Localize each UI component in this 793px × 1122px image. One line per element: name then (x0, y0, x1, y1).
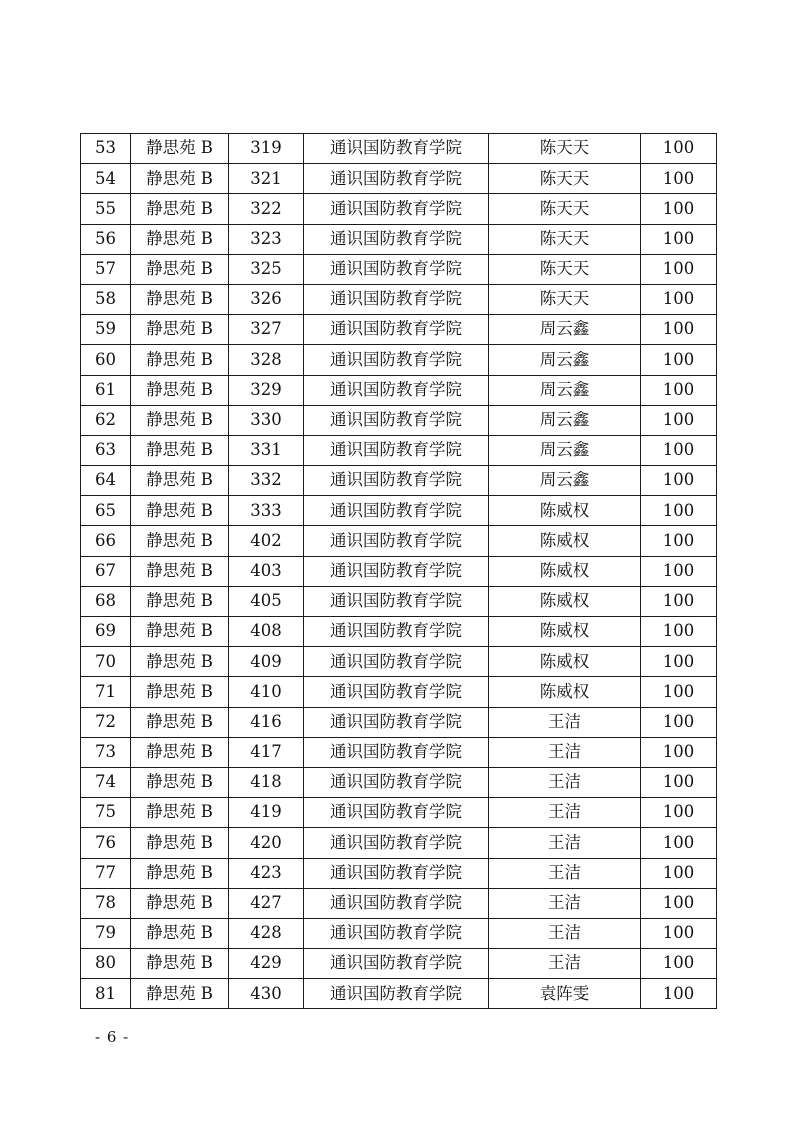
college-cell: 通识国防教育学院 (304, 526, 489, 556)
table-row (81, 767, 717, 797)
building-cell: 静思苑 B (131, 586, 229, 616)
room-number-cell: 333 (229, 496, 304, 526)
counselor-cell: 周云鑫 (489, 315, 641, 345)
counselor-cell: 王洁 (489, 828, 641, 858)
score-cell: 100 (641, 284, 717, 314)
table-row (81, 979, 717, 1009)
score-cell: 100 (641, 918, 717, 948)
building-cell: 静思苑 B (131, 496, 229, 526)
building-cell: 静思苑 B (131, 677, 229, 707)
building-cell: 静思苑 B (131, 918, 229, 948)
table-row (81, 586, 717, 616)
room-number-cell: 416 (229, 707, 304, 737)
college-cell: 通识国防教育学院 (304, 254, 489, 284)
table-row (81, 707, 717, 737)
room-number-cell: 429 (229, 949, 304, 979)
score-cell: 100 (641, 677, 717, 707)
college-cell: 通识国防教育学院 (304, 888, 489, 918)
room-number-cell: 332 (229, 466, 304, 496)
room-number-cell: 329 (229, 375, 304, 405)
table-row (81, 949, 717, 979)
building-cell: 静思苑 B (131, 134, 229, 164)
table-row (81, 556, 717, 586)
room-number-cell: 319 (229, 134, 304, 164)
table-row (81, 858, 717, 888)
building-cell: 静思苑 B (131, 828, 229, 858)
building-cell: 静思苑 B (131, 647, 229, 677)
row-index-cell: 79 (81, 918, 131, 948)
row-index-cell: 70 (81, 647, 131, 677)
building-cell: 静思苑 B (131, 345, 229, 375)
row-index-cell: 81 (81, 979, 131, 1009)
college-cell: 通识国防教育学院 (304, 767, 489, 797)
college-cell: 通识国防教育学院 (304, 315, 489, 345)
score-cell: 100 (641, 224, 717, 254)
college-cell: 通识国防教育学院 (304, 918, 489, 948)
table-row (81, 315, 717, 345)
building-cell: 静思苑 B (131, 194, 229, 224)
table-row (81, 254, 717, 284)
score-cell: 100 (641, 254, 717, 284)
counselor-cell: 王洁 (489, 949, 641, 979)
counselor-cell: 陈天天 (489, 284, 641, 314)
counselor-cell: 陈威权 (489, 647, 641, 677)
table-row (81, 828, 717, 858)
row-index-cell: 58 (81, 284, 131, 314)
score-cell: 100 (641, 707, 717, 737)
row-index-cell: 80 (81, 949, 131, 979)
counselor-cell: 周云鑫 (489, 345, 641, 375)
college-cell: 通识国防教育学院 (304, 466, 489, 496)
college-cell: 通识国防教育学院 (304, 586, 489, 616)
building-cell: 静思苑 B (131, 798, 229, 828)
counselor-cell: 陈天天 (489, 224, 641, 254)
table-row (81, 798, 717, 828)
room-number-cell: 402 (229, 526, 304, 556)
building-cell: 静思苑 B (131, 767, 229, 797)
row-index-cell: 72 (81, 707, 131, 737)
score-cell: 100 (641, 828, 717, 858)
score-cell: 100 (641, 345, 717, 375)
score-cell: 100 (641, 315, 717, 345)
counselor-cell: 陈威权 (489, 586, 641, 616)
row-index-cell: 77 (81, 858, 131, 888)
counselor-cell: 陈威权 (489, 526, 641, 556)
room-number-cell: 428 (229, 918, 304, 948)
room-number-cell: 327 (229, 315, 304, 345)
college-cell: 通识国防教育学院 (304, 405, 489, 435)
room-number-cell: 408 (229, 617, 304, 647)
row-index-cell: 56 (81, 224, 131, 254)
college-cell: 通识国防教育学院 (304, 435, 489, 465)
room-number-cell: 405 (229, 586, 304, 616)
row-index-cell: 60 (81, 345, 131, 375)
counselor-cell: 王洁 (489, 737, 641, 767)
counselor-cell: 王洁 (489, 858, 641, 888)
college-cell: 通识国防教育学院 (304, 224, 489, 254)
table-row (81, 284, 717, 314)
row-index-cell: 75 (81, 798, 131, 828)
score-cell: 100 (641, 466, 717, 496)
counselor-cell: 周云鑫 (489, 435, 641, 465)
counselor-cell: 王洁 (489, 798, 641, 828)
score-cell: 100 (641, 979, 717, 1009)
row-index-cell: 68 (81, 586, 131, 616)
room-number-cell: 325 (229, 254, 304, 284)
building-cell: 静思苑 B (131, 405, 229, 435)
room-number-cell: 430 (229, 979, 304, 1009)
building-cell: 静思苑 B (131, 284, 229, 314)
score-cell: 100 (641, 435, 717, 465)
room-number-cell: 321 (229, 164, 304, 194)
table-row (81, 647, 717, 677)
row-index-cell: 73 (81, 737, 131, 767)
room-number-cell: 326 (229, 284, 304, 314)
table-row (81, 164, 717, 194)
table-row (81, 375, 717, 405)
room-number-cell: 427 (229, 888, 304, 918)
college-cell: 通识国防教育学院 (304, 496, 489, 526)
score-cell: 100 (641, 949, 717, 979)
college-cell: 通识国防教育学院 (304, 647, 489, 677)
room-number-cell: 403 (229, 556, 304, 586)
table-row (81, 435, 717, 465)
room-number-cell: 330 (229, 405, 304, 435)
row-index-cell: 71 (81, 677, 131, 707)
row-index-cell: 61 (81, 375, 131, 405)
row-index-cell: 62 (81, 405, 131, 435)
counselor-cell: 王洁 (489, 767, 641, 797)
building-cell: 静思苑 B (131, 435, 229, 465)
counselor-cell: 陈天天 (489, 134, 641, 164)
dormitory-score-table (80, 133, 717, 1009)
row-index-cell: 55 (81, 194, 131, 224)
counselor-cell: 周云鑫 (489, 375, 641, 405)
college-cell: 通识国防教育学院 (304, 737, 489, 767)
row-index-cell: 74 (81, 767, 131, 797)
college-cell: 通识国防教育学院 (304, 858, 489, 888)
college-cell: 通识国防教育学院 (304, 617, 489, 647)
row-index-cell: 63 (81, 435, 131, 465)
building-cell: 静思苑 B (131, 979, 229, 1009)
score-cell: 100 (641, 405, 717, 435)
college-cell: 通识国防教育学院 (304, 284, 489, 314)
table-row (81, 496, 717, 526)
building-cell: 静思苑 B (131, 617, 229, 647)
counselor-cell: 陈天天 (489, 194, 641, 224)
college-cell: 通识国防教育学院 (304, 375, 489, 405)
building-cell: 静思苑 B (131, 858, 229, 888)
room-number-cell: 420 (229, 828, 304, 858)
counselor-cell: 陈天天 (489, 254, 641, 284)
row-index-cell: 69 (81, 617, 131, 647)
dormitory-score-table-container (80, 133, 716, 1009)
college-cell: 通识国防教育学院 (304, 134, 489, 164)
table-row (81, 888, 717, 918)
counselor-cell: 陈威权 (489, 556, 641, 586)
building-cell: 静思苑 B (131, 556, 229, 586)
table-row (81, 345, 717, 375)
building-cell: 静思苑 B (131, 737, 229, 767)
row-index-cell: 54 (81, 164, 131, 194)
score-cell: 100 (641, 375, 717, 405)
building-cell: 静思苑 B (131, 466, 229, 496)
table-row (81, 224, 717, 254)
room-number-cell: 328 (229, 345, 304, 375)
building-cell: 静思苑 B (131, 526, 229, 556)
score-cell: 100 (641, 526, 717, 556)
table-row (81, 194, 717, 224)
counselor-cell: 陈威权 (489, 496, 641, 526)
score-cell: 100 (641, 134, 717, 164)
room-number-cell: 409 (229, 647, 304, 677)
college-cell: 通识国防教育学院 (304, 707, 489, 737)
row-index-cell: 64 (81, 466, 131, 496)
page-number: - 6 - (95, 1028, 130, 1046)
building-cell: 静思苑 B (131, 949, 229, 979)
score-cell: 100 (641, 164, 717, 194)
counselor-cell: 袁阵雯 (489, 979, 641, 1009)
room-number-cell: 323 (229, 224, 304, 254)
row-index-cell: 57 (81, 254, 131, 284)
table-row (81, 526, 717, 556)
row-index-cell: 59 (81, 315, 131, 345)
counselor-cell: 陈威权 (489, 677, 641, 707)
table-row (81, 737, 717, 767)
building-cell: 静思苑 B (131, 164, 229, 194)
score-cell: 100 (641, 556, 717, 586)
college-cell: 通识国防教育学院 (304, 556, 489, 586)
room-number-cell: 417 (229, 737, 304, 767)
room-number-cell: 419 (229, 798, 304, 828)
table-row (81, 617, 717, 647)
room-number-cell: 423 (229, 858, 304, 888)
score-cell: 100 (641, 767, 717, 797)
counselor-cell: 陈威权 (489, 617, 641, 647)
building-cell: 静思苑 B (131, 888, 229, 918)
table-row (81, 134, 717, 164)
building-cell: 静思苑 B (131, 254, 229, 284)
college-cell: 通识国防教育学院 (304, 164, 489, 194)
building-cell: 静思苑 B (131, 707, 229, 737)
table-row (81, 918, 717, 948)
row-index-cell: 53 (81, 134, 131, 164)
row-index-cell: 65 (81, 496, 131, 526)
college-cell: 通识国防教育学院 (304, 345, 489, 375)
score-cell: 100 (641, 647, 717, 677)
table-row (81, 466, 717, 496)
building-cell: 静思苑 B (131, 315, 229, 345)
room-number-cell: 418 (229, 767, 304, 797)
score-cell: 100 (641, 737, 717, 767)
table-row (81, 405, 717, 435)
score-cell: 100 (641, 888, 717, 918)
table-body (81, 134, 717, 1009)
building-cell: 静思苑 B (131, 375, 229, 405)
score-cell: 100 (641, 858, 717, 888)
row-index-cell: 78 (81, 888, 131, 918)
table-row (81, 677, 717, 707)
room-number-cell: 322 (229, 194, 304, 224)
score-cell: 100 (641, 617, 717, 647)
building-cell: 静思苑 B (131, 224, 229, 254)
room-number-cell: 331 (229, 435, 304, 465)
score-cell: 100 (641, 586, 717, 616)
college-cell: 通识国防教育学院 (304, 979, 489, 1009)
score-cell: 100 (641, 798, 717, 828)
counselor-cell: 周云鑫 (489, 405, 641, 435)
score-cell: 100 (641, 194, 717, 224)
row-index-cell: 76 (81, 828, 131, 858)
college-cell: 通识国防教育学院 (304, 949, 489, 979)
college-cell: 通识国防教育学院 (304, 798, 489, 828)
college-cell: 通识国防教育学院 (304, 194, 489, 224)
row-index-cell: 67 (81, 556, 131, 586)
counselor-cell: 王洁 (489, 888, 641, 918)
room-number-cell: 410 (229, 677, 304, 707)
counselor-cell: 周云鑫 (489, 466, 641, 496)
score-cell: 100 (641, 496, 717, 526)
college-cell: 通识国防教育学院 (304, 677, 489, 707)
college-cell: 通识国防教育学院 (304, 828, 489, 858)
row-index-cell: 66 (81, 526, 131, 556)
counselor-cell: 王洁 (489, 918, 641, 948)
counselor-cell: 王洁 (489, 707, 641, 737)
counselor-cell: 陈天天 (489, 164, 641, 194)
